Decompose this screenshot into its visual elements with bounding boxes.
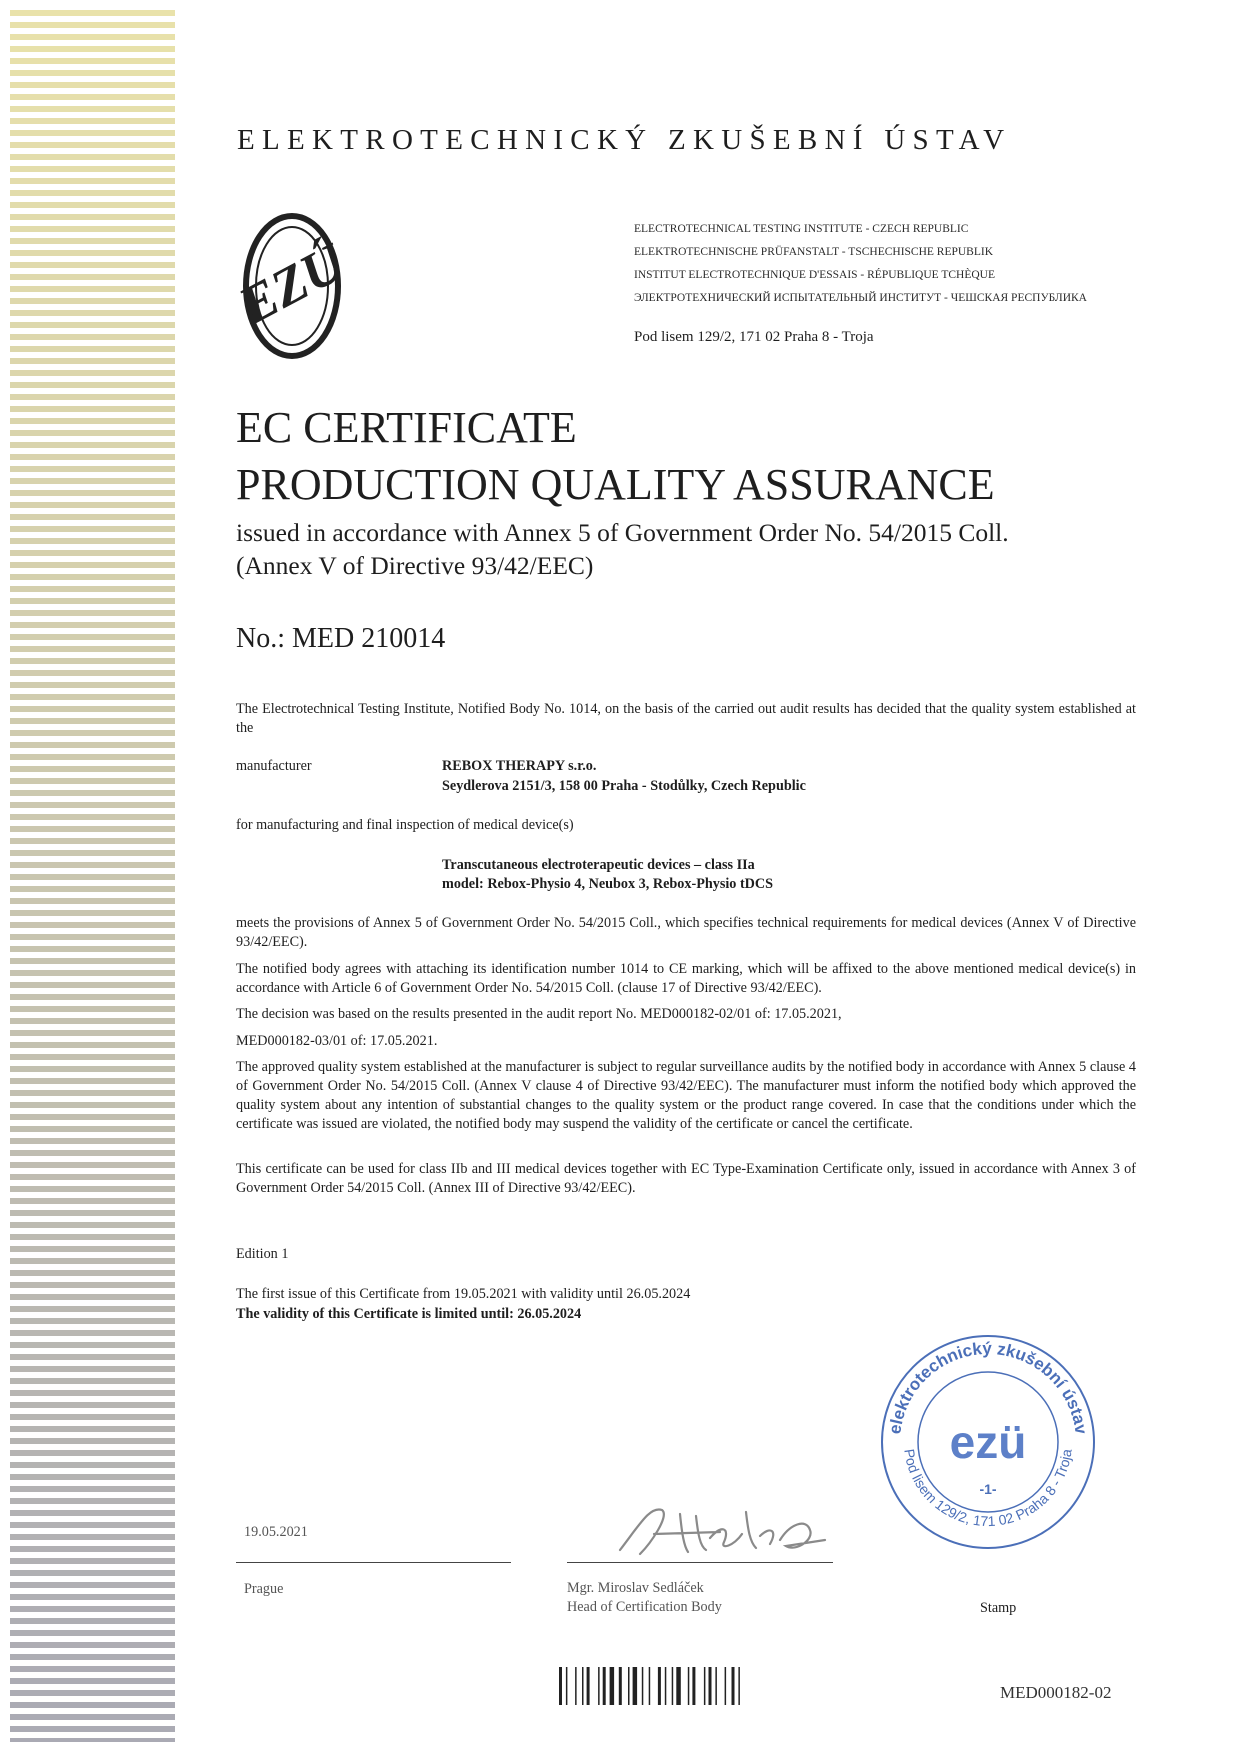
stripe-bar bbox=[10, 1042, 175, 1048]
stripe-bar bbox=[10, 1150, 175, 1156]
stripe-bar bbox=[10, 1402, 175, 1408]
stripe-bar bbox=[10, 706, 175, 712]
stripe-bar bbox=[10, 1354, 175, 1360]
stripe-bar bbox=[10, 1186, 175, 1192]
signatory-name: Mgr. Miroslav Sedláček bbox=[567, 1580, 704, 1596]
stripe-bar bbox=[10, 1678, 175, 1684]
stripe-bar bbox=[10, 154, 175, 160]
stripe-bar bbox=[10, 922, 175, 928]
stripe-bar bbox=[10, 358, 175, 364]
stripe-bar bbox=[10, 730, 175, 736]
stripe-bar bbox=[10, 1378, 175, 1384]
stripe-bar bbox=[10, 1642, 175, 1648]
institute-address: Pod lisem 129/2, 171 02 Praha 8 - Troja bbox=[634, 329, 874, 345]
stripe-bar bbox=[10, 838, 175, 844]
signatory-title: Head of Certification Body bbox=[567, 1599, 722, 1615]
ezu-stamp-icon bbox=[878, 1332, 1098, 1552]
barcode-bar bbox=[715, 1667, 717, 1705]
stripe-bar bbox=[10, 766, 175, 772]
barcode-bar bbox=[619, 1667, 622, 1705]
date-line bbox=[236, 1562, 511, 1563]
institute-name-de: ELEKTROTECHNISCHE PRÜFANSTALT - TSCHECHISCHE REPUBLIK bbox=[634, 246, 994, 258]
stripe-bar bbox=[10, 1198, 175, 1204]
reference-number: MED000182-02 bbox=[1000, 1683, 1112, 1702]
barcode-bar bbox=[692, 1667, 695, 1705]
stripe-bar bbox=[10, 598, 175, 604]
barcode-bar bbox=[642, 1667, 644, 1705]
stripe-bar bbox=[10, 1102, 175, 1108]
stripe-bar bbox=[10, 1246, 175, 1252]
issue-date: 19.05.2021 bbox=[244, 1524, 308, 1540]
stripe-bar bbox=[10, 1654, 175, 1660]
stripe-bar bbox=[10, 910, 175, 916]
stripe-bar bbox=[10, 1606, 175, 1612]
stripe-bar bbox=[10, 1234, 175, 1240]
approved-system-paragraph: The approved quality system established at the manufacturer is subject to regular surveillance audits by the notified body in accordance with Annex 5 clause 4 of Government Order No. 54/2015 Coll. (Annex V clause 4 of Directive 93/42/EEC). The manufacturer must inform the notified body which approved the quality system about any intention of substantial changes to the quality system or the product range covered. In case that the conditions under which the certificate was issued are violated, the notified body may suspend the validity of the certificate or cancel the certificate. bbox=[236, 1059, 1136, 1132]
certificate-number: No.: MED 210014 bbox=[236, 623, 446, 654]
manufacturing-text: for manufacturing and final inspection of medical device(s) bbox=[236, 817, 574, 833]
stripe-bar bbox=[10, 658, 175, 664]
barcode-bar bbox=[676, 1667, 681, 1705]
stripe-bar bbox=[10, 1618, 175, 1624]
stripe-bar bbox=[10, 1138, 175, 1144]
barcode-bar bbox=[603, 1667, 606, 1705]
ezu-logo-icon bbox=[229, 210, 353, 362]
barcode-bar bbox=[559, 1667, 562, 1705]
svg-text:EZÚ: EZÚ bbox=[229, 232, 353, 337]
stripe-bar bbox=[10, 1474, 175, 1480]
stripe-bar bbox=[10, 1090, 175, 1096]
stripe-bar bbox=[10, 1726, 175, 1732]
barcode-bar bbox=[633, 1667, 638, 1705]
stripe-bar bbox=[10, 1558, 175, 1564]
stamp-number: -1- bbox=[979, 1481, 997, 1497]
stripe-bar bbox=[10, 1174, 175, 1180]
stripe-bar bbox=[10, 1366, 175, 1372]
stripe-bar bbox=[10, 898, 175, 904]
stripe-bar bbox=[10, 334, 175, 340]
stripe-bar bbox=[10, 1270, 175, 1276]
stripe-bar bbox=[10, 934, 175, 940]
manufacturer-label: manufacturer bbox=[236, 758, 312, 774]
stripe-bar bbox=[10, 1630, 175, 1636]
stripe-bar bbox=[10, 166, 175, 172]
stripe-bar bbox=[10, 1006, 175, 1012]
notified-body-paragraph: The notified body agrees with attaching its identification number 1014 to CE marking, which will be affixed to the above mentioned medical device(s) in accordance with Article 6 of Government Order No. 54/2015 Coll. (clause 17 of Directive 93/42/EEC). bbox=[236, 961, 1136, 996]
stripe-bar bbox=[10, 790, 175, 796]
institute-names bbox=[634, 218, 1087, 310]
stripe-bar bbox=[10, 1078, 175, 1084]
validity-limit: The validity of this Certificate is limited until: 26.05.2024 bbox=[236, 1306, 582, 1322]
issue-place: Prague bbox=[244, 1581, 284, 1597]
stripe-bar bbox=[10, 610, 175, 616]
barcode-bar bbox=[649, 1667, 651, 1705]
device-description: Transcutaneous electroterapeutic devices – class IIa bbox=[442, 857, 755, 873]
barcode-bar bbox=[566, 1667, 568, 1705]
stripe-bar bbox=[10, 982, 175, 988]
stripe-bar bbox=[10, 178, 175, 184]
stripe-bar bbox=[10, 694, 175, 700]
stripe-bar bbox=[10, 502, 175, 508]
stripe-bar bbox=[10, 562, 175, 568]
stripe-bar bbox=[10, 622, 175, 628]
stripe-bar bbox=[10, 1666, 175, 1672]
stripe-bar bbox=[10, 202, 175, 208]
stripe-bar bbox=[10, 742, 175, 748]
barcode-bar bbox=[665, 1667, 667, 1705]
stripe-bar bbox=[10, 250, 175, 256]
stripe-bar bbox=[10, 214, 175, 220]
stripe-bar bbox=[10, 1714, 175, 1720]
stripe-bar bbox=[10, 1066, 175, 1072]
issued-in-accordance: issued in accordance with Annex 5 of Government Order No. 54/2015 Coll. bbox=[236, 518, 1009, 547]
stripe-bar bbox=[10, 1162, 175, 1168]
stripe-bar bbox=[10, 1054, 175, 1060]
decorative-stripe-band bbox=[0, 0, 180, 1742]
stripe-bar bbox=[10, 526, 175, 532]
stripe-bar bbox=[10, 970, 175, 976]
stripe-bar bbox=[10, 1426, 175, 1432]
stripe-bar bbox=[10, 646, 175, 652]
stripe-bar bbox=[10, 1282, 175, 1288]
stripe-bar bbox=[10, 1126, 175, 1132]
stripe-bar bbox=[10, 418, 175, 424]
stripe-bar bbox=[10, 1582, 175, 1588]
stripe-bar bbox=[10, 430, 175, 436]
stripe-bar bbox=[10, 778, 175, 784]
stripe-bar bbox=[10, 826, 175, 832]
stripe-bar bbox=[10, 1510, 175, 1516]
stripe-bar bbox=[10, 406, 175, 412]
stripe-bar bbox=[10, 1342, 175, 1348]
institute-name-ru: ЭЛЕКТРОТЕХНИЧЕСКИЙ ИСПЫТАТЕЛЬНЫЙ ИНСТИТУТ - ЧЕШСКАЯ РЕСПУБЛИКА bbox=[634, 292, 1087, 304]
stripe-bar bbox=[10, 262, 175, 268]
stripe-bar bbox=[10, 298, 175, 304]
decision-line-1: The decision was based on the results presented in the audit report No. MED000182-02/01 of: 17.05.2021, bbox=[236, 1006, 842, 1022]
stripe-bar bbox=[10, 394, 175, 400]
stripe-bar bbox=[10, 286, 175, 292]
stripe-bar bbox=[10, 1690, 175, 1696]
stripe-bar bbox=[10, 46, 175, 52]
stamp-ring-top: elektrotechnický zkušební ústav bbox=[885, 1338, 1091, 1436]
barcode-bar bbox=[582, 1667, 584, 1705]
edition: Edition 1 bbox=[236, 1246, 289, 1262]
decision-line-2: MED000182-03/01 of: 17.05.2021. bbox=[236, 1033, 438, 1049]
stripe-bar bbox=[10, 538, 175, 544]
stripe-bar bbox=[10, 274, 175, 280]
stripe-bar bbox=[10, 1318, 175, 1324]
stamp-label: Stamp bbox=[980, 1600, 1017, 1616]
certificate-title: EC CERTIFICATE bbox=[236, 403, 577, 452]
stripe-bar bbox=[10, 814, 175, 820]
stripe-bar bbox=[10, 1306, 175, 1312]
stripe-bar bbox=[10, 346, 175, 352]
first-issue: The first issue of this Certificate from 19.05.2021 with validity until 26.05.2024 bbox=[236, 1286, 691, 1302]
barcode-bar bbox=[628, 1667, 630, 1705]
stripe-bar bbox=[10, 130, 175, 136]
stripe-bar bbox=[10, 118, 175, 124]
stripe-bar bbox=[10, 70, 175, 76]
stripe-bar bbox=[10, 670, 175, 676]
barcode-bar bbox=[575, 1667, 577, 1705]
barcode-bar bbox=[704, 1667, 706, 1705]
stripe-bar bbox=[10, 1702, 175, 1708]
stripe-bar bbox=[10, 34, 175, 40]
barcode-bar bbox=[688, 1667, 690, 1705]
stripe-bar bbox=[10, 370, 175, 376]
stripe-bar bbox=[10, 874, 175, 880]
signature-line bbox=[567, 1562, 833, 1563]
institute-name-en: ELECTROTECHNICAL TESTING INSTITUTE - CZECH REPUBLIC bbox=[634, 223, 969, 235]
stripe-bar bbox=[10, 1294, 175, 1300]
stripe-bar bbox=[10, 322, 175, 328]
stripe-bar bbox=[10, 190, 175, 196]
stripe-bar bbox=[10, 478, 175, 484]
institute-name-fr: INSTITUT ELECTROTECHNIQUE D'ESSAIS - RÉPUBLIQUE TCHÈQUE bbox=[634, 269, 996, 281]
stripe-bar bbox=[10, 310, 175, 316]
manufacturer-address: Seydlerova 2151/3, 158 00 Praha - Stodůlky, Czech Republic bbox=[442, 778, 806, 794]
stripe-bar bbox=[10, 1114, 175, 1120]
stripe-bar bbox=[10, 994, 175, 1000]
stripe-bar bbox=[10, 490, 175, 496]
stripe-bar bbox=[10, 946, 175, 952]
stripe-bar bbox=[10, 106, 175, 112]
stripe-bar bbox=[10, 850, 175, 856]
stripe-bar bbox=[10, 442, 175, 448]
institute-title: ELEKTROTECHNICKÝ ZKUŠEBNÍ ÚSTAV bbox=[237, 124, 1012, 156]
stripe-bar bbox=[10, 802, 175, 808]
stripe-bar bbox=[10, 1210, 175, 1216]
stripe-bar bbox=[10, 10, 175, 16]
stripe-bar bbox=[10, 58, 175, 64]
stripe-bar bbox=[10, 226, 175, 232]
stripe-bar bbox=[10, 1330, 175, 1336]
barcode-bar bbox=[725, 1667, 727, 1705]
barcode-bar bbox=[672, 1667, 674, 1705]
device-models: model: Rebox-Physio 4, Neubox 3, Rebox-Physio tDCS bbox=[442, 876, 774, 892]
stripe-bar bbox=[10, 1438, 175, 1444]
certificate-subtitle: PRODUCTION QUALITY ASSURANCE bbox=[236, 460, 995, 509]
stripe-bar bbox=[10, 1258, 175, 1264]
stripe-bar bbox=[10, 1498, 175, 1504]
stripe-bar bbox=[10, 586, 175, 592]
stripe-bar bbox=[10, 22, 175, 28]
stripe-bar bbox=[10, 94, 175, 100]
stripe-bar bbox=[10, 382, 175, 388]
stripe-bar bbox=[10, 634, 175, 640]
barcode-bar bbox=[610, 1667, 615, 1705]
stripe-bar bbox=[10, 1594, 175, 1600]
barcode-bar bbox=[732, 1667, 735, 1705]
stripe-bar bbox=[10, 1522, 175, 1528]
stripe-bar bbox=[10, 1450, 175, 1456]
stripe-bar bbox=[10, 1462, 175, 1468]
stripe-bar bbox=[10, 574, 175, 580]
meets-paragraph: meets the provisions of Annex 5 of Government Order No. 54/2015 Coll., which specifies technical requirements for medical devices (Annex V of Directive 93/42/EEC). bbox=[236, 915, 1136, 950]
stripe-bar bbox=[10, 682, 175, 688]
stripe-bar bbox=[10, 1030, 175, 1036]
stripe-bar bbox=[10, 142, 175, 148]
stripe-bar bbox=[10, 718, 175, 724]
stripe-bar bbox=[10, 454, 175, 460]
stripe-bar bbox=[10, 1570, 175, 1576]
barcode-bar bbox=[598, 1667, 600, 1705]
stripe-bar bbox=[10, 514, 175, 520]
barcode-bar bbox=[658, 1667, 661, 1705]
directive-reference: (Annex V of Directive 93/42/EEC) bbox=[236, 551, 594, 580]
stripe-bar bbox=[10, 1018, 175, 1024]
stripe-bar bbox=[10, 1546, 175, 1552]
stripe-bar bbox=[10, 958, 175, 964]
barcode-bar bbox=[709, 1667, 712, 1705]
stripe-bar bbox=[10, 1414, 175, 1420]
stamp-ring-bottom: Pod lisem 129/2, 171 02 Praha 8 - Troja bbox=[901, 1447, 1075, 1530]
stripe-bar bbox=[10, 1486, 175, 1492]
stripe-bar bbox=[10, 550, 175, 556]
handwritten-signature bbox=[610, 1494, 840, 1564]
stripe-bar bbox=[10, 754, 175, 760]
stripe-bar bbox=[10, 1534, 175, 1540]
barcode-bar bbox=[738, 1667, 740, 1705]
barcode-bar bbox=[587, 1667, 590, 1705]
stripe-bar bbox=[10, 238, 175, 244]
stripe-bar bbox=[10, 466, 175, 472]
intro-paragraph: The Electrotechnical Testing Institute, Notified Body No. 1014, on the basis of the carried out audit results has decided that the quality system established at the bbox=[236, 701, 1136, 736]
stripe-bar bbox=[10, 1222, 175, 1228]
stamp-center: ezü bbox=[949, 1416, 1027, 1468]
stripe-bar bbox=[10, 862, 175, 868]
class-paragraph: This certificate can be used for class IIb and III medical devices together with EC Type-Examination Certificate only, issued in accordance with Annex 3 of Government Order 54/2015 Coll. (Annex III of Directive 93/42/EEC). bbox=[236, 1161, 1136, 1196]
stripe-bar bbox=[10, 82, 175, 88]
stripe-bar bbox=[10, 886, 175, 892]
stripe-bar bbox=[10, 1390, 175, 1396]
manufacturer-name: REBOX THERAPY s.r.o. bbox=[442, 758, 597, 774]
stripe-bar bbox=[10, 1738, 175, 1742]
barcode-icon bbox=[559, 1667, 849, 1717]
